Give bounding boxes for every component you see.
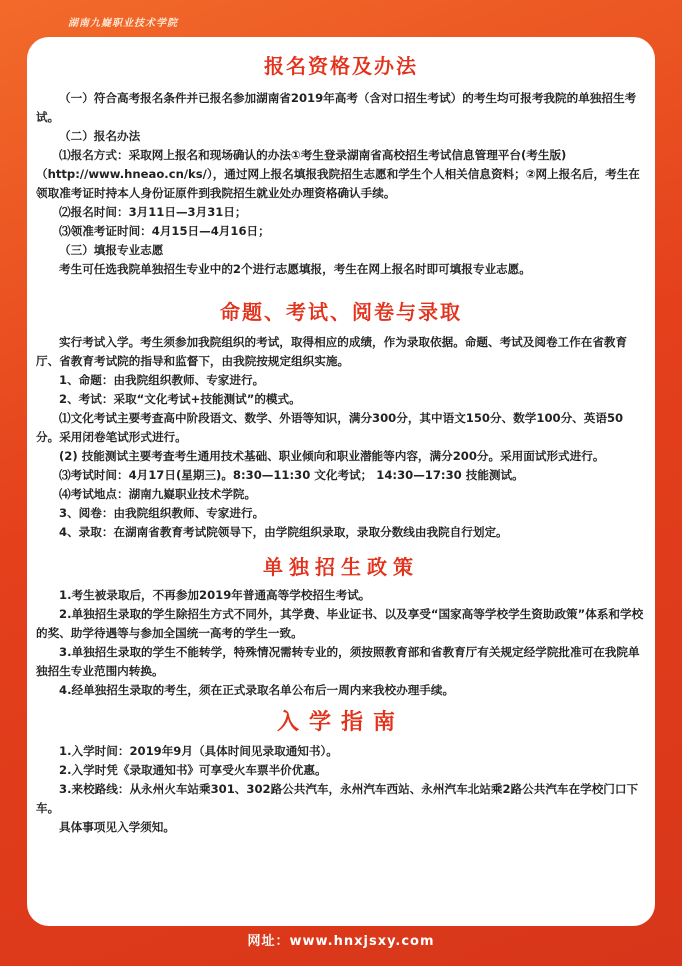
paragraph: 3.单独招生录取的学生不能转学，特殊情况需转专业的，须按照教育部和省教育厅有关规定经学院批准可在我院单独招生专业范围内转换。: [36, 645, 640, 678]
website-footer: 网址：www.hnxjsxy.com: [247, 934, 435, 949]
paragraph: 1.入学时间：2019年9月（具体时间见录取通知书）。: [59, 744, 338, 758]
paragraph: ⑶考试时间：4月17日(星期三)。8:30—11:30 文化考试； 14:30—17:30 技能测试。: [59, 468, 524, 482]
paragraph: 3.来校路线：从永州火车站乘301、302路公共汽车，永州汽车西站、永州汽车北站乘2路公共汽车在学校门口下车。: [36, 782, 639, 815]
paragraph: ⑴文化考试主要考查高中阶段语文、数学、外语等知识，满分300分，其中语文150分、数学100分、英语50分。采用闭卷笔试形式进行。: [36, 411, 624, 444]
section-title-guide: 入学指南: [276, 710, 405, 735]
paragraph: （三）填报专业志愿: [59, 243, 164, 257]
paragraph: 1.考生被录取后，不再参加2019年普通高等学校招生考试。: [59, 588, 371, 602]
paragraph: (2) 技能测试主要考查考生通用技术基础、职业倾向和职业潜能等内容，满分200分。采用面试形式进行。: [59, 449, 605, 463]
paragraph: 4.经单独招生录取的考生，须在正式录取名单公布后一周内来我校办理手续。: [59, 683, 455, 697]
paragraph: 2.入学时凭《录取通知书》可享受火车票半价优惠。: [59, 763, 327, 777]
school-name-header: 湖南九嶷职业技术学院: [68, 18, 178, 29]
paragraph: ⑶领准考证时间：4月15日—4月16日；: [59, 224, 270, 238]
paragraph: ⑷考试地点：湖南九嶷职业技术学院。: [59, 487, 257, 501]
paragraph: 1、命题：由我院组织教师、专家进行。: [59, 373, 265, 387]
paragraph: ⑴报名方式：采取网上报名和现场确认的办法①考生登录湖南省高校招生考试信息管理平台(考生版)（http://www.hneao.cn/ks/），通过网上报名填报我院招生志愿和学生个人相关信息资料；②网上报名后，考生在领取准考证时持本人身份证原件到我院招生就业处办理资格确认手续。: [36, 148, 640, 200]
section-title-registration: 报名资格及办法: [264, 54, 418, 78]
paragraph: 实行考试入学。考生须参加我院组织的考试，取得相应的成绩，作为录取依据。命题、考试及阅卷工作在省教育厅、省教育考试院的指导和监督下，由我院按规定组织实施。: [36, 335, 628, 368]
paragraph: 具体事项见入学须知。: [59, 820, 175, 834]
section-title-policy: 单独招生政策: [263, 555, 419, 579]
paragraph: 3、阅卷：由我院组织教师、专家进行。: [59, 506, 265, 520]
content-body: [36, 37, 646, 837]
paragraph: 2.单独招生录取的学生除招生方式不同外，其学费、毕业证书、以及享受“国家高等学校学生资助政策”体系和学校的奖、助学待遇等与参加全国统一高考的学生一致。: [36, 607, 644, 640]
paragraph: 考生可任选我院单独招生专业中的2个进行志愿填报，考生在网上报名时即可填报专业志愿。: [59, 262, 531, 276]
paragraph: （二）报名办法: [59, 129, 141, 143]
section-title-exam: 命题、考试、阅卷与录取: [220, 300, 462, 324]
paragraph: ⑵报名时间：3月11日—3月31日；: [59, 205, 247, 219]
paragraph: 4、录取：在湖南省教育考试院领导下，由学院组织录取，录取分数线由我院自行划定。: [59, 525, 508, 539]
paragraph: 2、考试：采取“文化考试+技能测试”的模式。: [59, 392, 301, 406]
paragraph: （一）符合高考报名条件并已报名参加湖南省2019年高考（含对口招生考试）的考生均可报考我院的单独招生考试。: [36, 91, 637, 124]
